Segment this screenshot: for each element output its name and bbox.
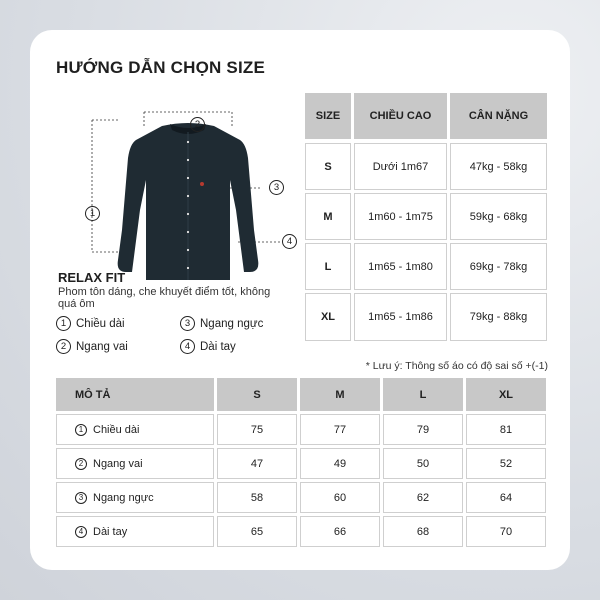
weight-cell: 79kg - 88kg bbox=[450, 293, 547, 341]
size-cell: XL bbox=[305, 293, 351, 341]
value-cell: 77 bbox=[300, 414, 380, 445]
value-cell: 49 bbox=[300, 448, 380, 479]
row-label: Dài tay bbox=[93, 525, 128, 538]
legend-number: 4 bbox=[180, 339, 195, 354]
measure-label-cell bbox=[56, 482, 214, 513]
value-cell: 62 bbox=[383, 482, 463, 513]
value-cell: 60 bbox=[300, 482, 380, 513]
measure-label-cell bbox=[56, 516, 214, 547]
description-header: MÔ TẢ bbox=[56, 378, 214, 411]
marker-3: 3 bbox=[269, 180, 284, 195]
weight-cell: 47kg - 58kg bbox=[450, 143, 547, 190]
value-cell: 66 bbox=[300, 516, 380, 547]
row-label: Ngang ngực bbox=[93, 491, 154, 504]
row-number: 2 bbox=[75, 458, 87, 470]
height-cell: 1m65 - 1m80 bbox=[354, 243, 447, 290]
value-cell: 75 bbox=[217, 414, 297, 445]
size-m-header: M bbox=[300, 378, 380, 411]
value-cell: 68 bbox=[383, 516, 463, 547]
size-s-header: S bbox=[217, 378, 297, 411]
size-cell: L bbox=[305, 243, 351, 290]
size-guide-card bbox=[30, 30, 570, 570]
row-number: 3 bbox=[75, 492, 87, 504]
marker-2: 2 bbox=[190, 117, 205, 132]
value-cell: 52 bbox=[466, 448, 546, 479]
legend-number: 1 bbox=[56, 316, 71, 331]
legend-label: Dài tay bbox=[200, 340, 236, 353]
size-xl-header: XL bbox=[466, 378, 546, 411]
marker-4: 4 bbox=[282, 234, 297, 249]
legend-number: 2 bbox=[56, 339, 71, 354]
measure-label-cell bbox=[56, 414, 214, 445]
height-cell: Dưới 1m67 bbox=[354, 143, 447, 190]
row-number: 4 bbox=[75, 526, 87, 538]
value-cell: 70 bbox=[466, 516, 546, 547]
value-cell: 65 bbox=[217, 516, 297, 547]
legend-label: Ngang vai bbox=[76, 340, 128, 353]
fit-description: Phom tôn dáng, che khuyết điểm tốt, không quá ôm bbox=[58, 286, 271, 310]
measurement-legend bbox=[56, 316, 306, 362]
size-cell: S bbox=[305, 143, 351, 190]
page-title: HƯỚNG DẪN CHỌN SIZE bbox=[56, 58, 266, 77]
legend-number: 3 bbox=[180, 316, 195, 331]
tolerance-note: * Lưu ý: Thông số áo có độ sai số +(-1) bbox=[365, 360, 548, 372]
legend-item bbox=[56, 316, 125, 331]
shirt-diagram bbox=[50, 80, 300, 290]
height-cell: 1m65 - 1m86 bbox=[354, 293, 447, 341]
size-l-header: L bbox=[383, 378, 463, 411]
height-header: CHIỀU CAO bbox=[354, 93, 447, 139]
weight-header: CÂN NẶNG bbox=[450, 93, 547, 139]
legend-item bbox=[56, 339, 128, 354]
weight-cell: 59kg - 68kg bbox=[450, 193, 547, 240]
value-cell: 47 bbox=[217, 448, 297, 479]
weight-cell: 69kg - 78kg bbox=[450, 243, 547, 290]
row-number: 1 bbox=[75, 424, 87, 436]
size-header: SIZE bbox=[305, 93, 351, 139]
fit-title: RELAX FIT bbox=[58, 270, 126, 285]
value-cell: 64 bbox=[466, 482, 546, 513]
value-cell: 58 bbox=[217, 482, 297, 513]
legend-item bbox=[180, 316, 263, 331]
legend-label: Ngang ngực bbox=[200, 317, 264, 330]
value-cell: 81 bbox=[466, 414, 546, 445]
value-cell: 50 bbox=[383, 448, 463, 479]
legend-label: Chiều dài bbox=[76, 317, 125, 330]
legend-item bbox=[180, 339, 236, 354]
marker-1: 1 bbox=[85, 206, 100, 221]
measure-label-cell bbox=[56, 448, 214, 479]
shirt-illustration bbox=[50, 80, 300, 290]
row-label: Ngang vai bbox=[93, 457, 143, 470]
height-cell: 1m60 - 1m75 bbox=[354, 193, 447, 240]
size-cell: M bbox=[305, 193, 351, 240]
value-cell: 79 bbox=[383, 414, 463, 445]
row-label: Chiều dài bbox=[93, 423, 140, 436]
